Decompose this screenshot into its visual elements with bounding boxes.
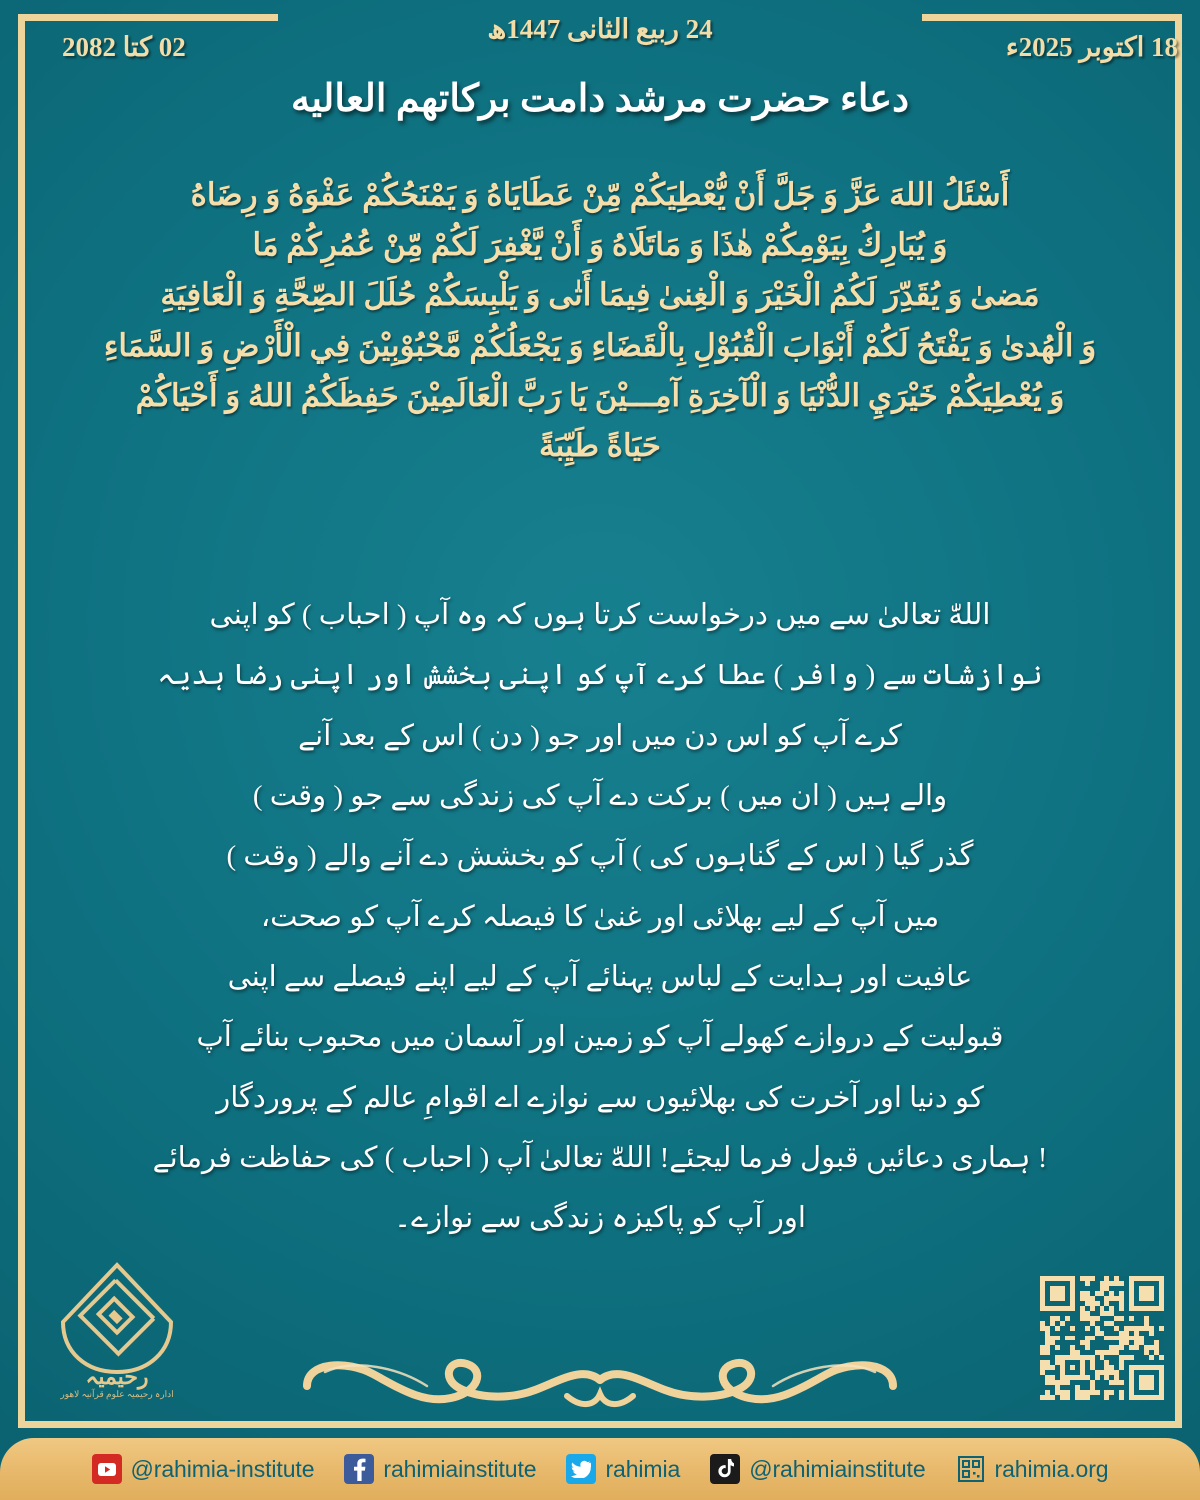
arabic-line: مَضىٰ وَ يُقَدِّرَ لَكُمُ الْخَيْرَ وَ الْغِنىٰ فِيمَا أَتٰى وَ يَلْبِسَكُمْ حُلَلَ الصِّحَّةِ وَ الْعَافِيَةِ <box>160 277 1040 313</box>
social-link-tiktok[interactable] <box>710 1454 925 1484</box>
urdu-line: نوازشات سے ( وافر ) عطا کرے آپ کو اپنی بخشش اور اپنی رضا ہدیہ <box>157 659 1043 692</box>
urdu-line: عافیت اور ہدایت کے لباس پہنائے آپ کے لیے اپنے فیصلے سے اپنی <box>227 960 973 993</box>
arabic-line: وَ الْهُدىٰ وَ يَفْتَحُ لَكُمْ أَبْوَابَ الْقُبُوْلِ بِالْقَضَاءِ وَ يَجْعَلُكُمْ مَّحْبُوْبِيْنَ فِي الْأَرْضِ وَ السَّمَاءِ <box>103 327 1097 363</box>
social-link-facebook[interactable] <box>344 1454 536 1484</box>
arabic-dua-block <box>80 170 1120 471</box>
urdu-line: میں آپ کے لیے بھلائی اور غنیٰ کا فیصلہ کرے آپ کو صحت، <box>260 900 940 933</box>
svg-text:ادارہ رحیمیہ علومِ قرآنیہ لاھو: ادارہ رحیمیہ علومِ قرآنیہ لاھور <box>60 1389 174 1399</box>
social-handle: rahimia <box>605 1455 681 1482</box>
facebook-icon <box>344 1454 374 1484</box>
urdu-translation-block <box>150 585 1050 1248</box>
serial-number: 02 کتا 2082 <box>62 32 186 62</box>
arabic-line: أَسْئَلُ اللهَ عَزَّ وَ جَلَّ أَنْ يُّعْطِيَكُمْ مِّنْ عَطَايَاهُ وَ يَمْنَحُكُمْ عَفْوَهُ وَ رِضَاهُ <box>190 177 1010 212</box>
social-footer <box>0 1438 1200 1500</box>
website-icon <box>956 1454 986 1484</box>
page-title: دعاء حضرت مرشد دامت برکاتهم العالیه <box>290 78 910 120</box>
flourish-ornament <box>295 1350 905 1422</box>
arabic-line: وَ يُعْطِيَكُمْ خَيْرَيِ الدُّنْيَا وَ الْآخِرَةِ آمِـــيْنَ يَا رَبَّ الْعَالَمِيْنَ حَفِظَكُمُ اللهُ وَ أَحْيَاكُمْ <box>135 377 1065 413</box>
qr-code[interactable] <box>1040 1276 1164 1400</box>
gregorian-date: 18 اکتوبر 2025ء <box>1005 32 1178 62</box>
social-link-twitter[interactable] <box>566 1454 680 1484</box>
svg-text:رحیمیہ: رحیمیہ <box>85 1364 149 1389</box>
urdu-line: گذر گیا ( اس کے گناہوں کی ) آپ کو بخشش دے آنے والے ( وقت ) <box>226 840 974 873</box>
social-link-youtube[interactable] <box>92 1454 315 1484</box>
social-handle: rahimiainstitute <box>383 1455 537 1482</box>
twitter-icon <box>566 1454 596 1484</box>
social-handle: rahimia.org <box>994 1455 1109 1482</box>
youtube-icon <box>92 1454 122 1484</box>
hijri-date: 24 ربیع الثانی 1447ھ <box>487 14 713 44</box>
social-handle: @rahimiainstitute <box>749 1455 926 1482</box>
urdu-line: ! ہماری دعائیں قبول فرما لیجئے! اللهّٰ تعالیٰ آپ ( احباب ) کی حفاظت فرمائے <box>152 1141 1048 1174</box>
urdu-line: اللهّٰ تعالیٰ سے میں درخواست کرتا ہوں کہ وہ آپ ( احباب ) کو اپنی <box>209 599 991 631</box>
social-handle: @rahimia-institute <box>130 1455 315 1482</box>
poster-header <box>0 0 1200 150</box>
urdu-line: اور آپ کو پاکیزہ زندگی سے نوازے۔ <box>394 1202 806 1235</box>
arabic-line: وَ يُبَارِكُ بِيَوْمِكُمْ هٰذَا وَ مَاتَلَاهُ وَ أَنْ يَّغْفِرَ لَكُمْ مِّنْ عُمُرِكُمْ مَا <box>252 227 948 263</box>
social-link-website[interactable] <box>956 1454 1109 1484</box>
rahimia-institute-logo <box>52 1260 182 1400</box>
urdu-line: کرے آپ کو اس دن میں اور جو ( دن ) اس کے بعد آنے <box>298 719 902 752</box>
urdu-line: کو دنیا اور آخرت کی بھلائیوں سے نوازے اے اقوامِ عالم کے پروردگار <box>216 1081 984 1114</box>
tiktok-icon <box>710 1454 740 1484</box>
urdu-line: والے ہیں ( ان میں ) برکت دے آپ کی زندگی سے جو ( وقت ) <box>252 779 948 812</box>
urdu-line: قبولیت کے دروازے کھولے آپ کو زمین اور آسمان میں محبوب بنائے آپ <box>196 1021 1004 1054</box>
arabic-line: حَيَاةً طَيِّبَةً <box>539 428 661 464</box>
